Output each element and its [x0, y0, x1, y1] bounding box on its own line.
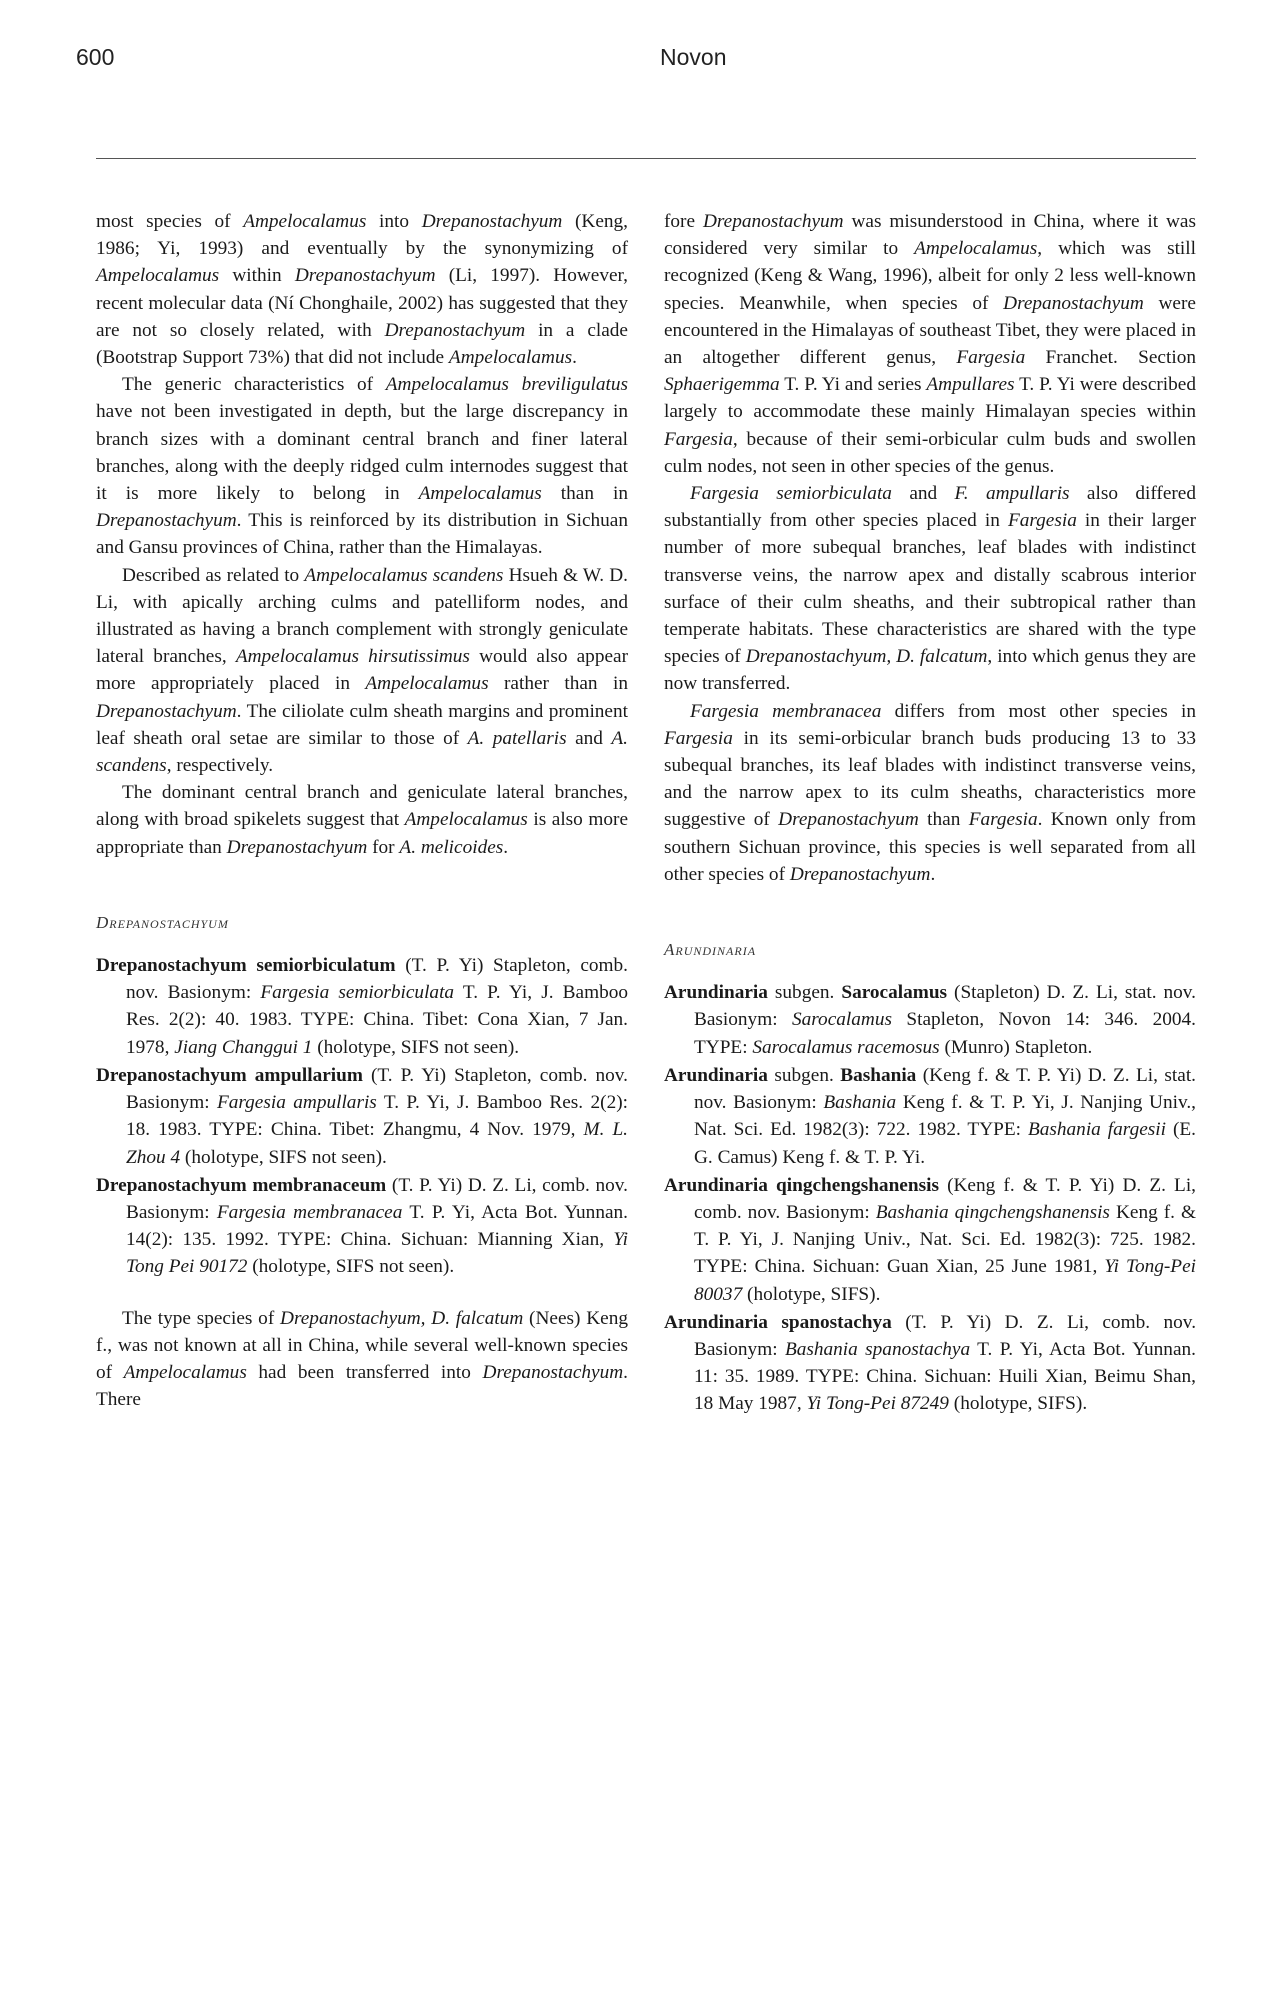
paragraph: fore Drepanostachyum was misunderstood in China, where it was considered very similar to Ampelocalamus, which was still recognized (Keng & Wang, 1996), albeit for only 2 less well-known species. Meanwhile, when species of Drepanostachyum were encountered in the Himalayas of southeast Tibet, they were placed in an altogether different genus, Fargesia Franchet. Section Sphaerigemma T. P. Yi and series Ampullares T. P. Yi were described largely to accommodate these mainly Himalayan species within Fargesia, because of their semi-orbicular culm buds and swollen culm nodes, not seen in other species of the genus.	[664, 211, 1196, 477]
paragraph: Fargesia membranacea differs from most other species in Fargesia in its semi-orbicular branch buds producing 13 to 33 subequal branches, its leaf blades with indistinct transverse veins, and the narrow apex to its culm sheaths, characteristics more suggestive of Drepanostachyum than Fargesia. Known only from southern Sichuan province, this species is well separated from all other species of Drepanostachyum.	[664, 700, 1196, 885]
italic-text: Drepanostachyum	[778, 809, 919, 831]
italic-text: A. scandens	[96, 727, 629, 777]
italic-text: Drepanostachyum	[96, 700, 237, 722]
italic-text: Ampelocalamus	[365, 673, 489, 695]
italic-text: Drepanostachyum	[384, 319, 526, 341]
running-head	[0, 40, 1268, 76]
italic-text: Ampelocalamus	[914, 238, 1038, 260]
taxon-entry: Drepanostachyum membranaceum (T. P. Yi) D. Z. Li, comb. nov. Basionym: Fargesia membranacea T. P. Yi, Acta Bot. Yunnan. 14(2): 135. 1992. TYPE: China. Sichuan: Mianning Xian, Yi Tong Pei 90172 (holotype, SIFS not seen).	[96, 1174, 628, 1278]
italic-text: Drepanostachyum	[96, 510, 237, 532]
italic-text: Ampelocalamus breviligulatus	[385, 374, 628, 396]
paragraph: Fargesia semiorbiculata and F. ampullaris also differed substantially from other species placed in Fargesia in their larger number of more subequal branches, leaf blades with indistinct transverse veins, the narrow apex and distally scabrous interior surface of their culm sheaths, and their subtropical rather than temperate habitats. These characteristics are shared with the type species of Drepanostachyum, D. falcatum, into which genus they are now transferred.	[664, 483, 1197, 695]
italic-text: M. L. Zhou 4	[126, 1119, 628, 1168]
left-column	[96, 208, 628, 1413]
italic-text: Fargesia	[968, 809, 1038, 831]
italic-text: Fargesia membranacea	[690, 700, 882, 722]
paragraph: The type species of Drepanostachyum, D. falcatum (Nees) Keng f., was not known at all in China, while several well-known species of Ampelocalamus had been transferred into Drepanostachyum. There	[96, 1307, 628, 1411]
page-number: 600	[76, 44, 115, 70]
italic-text: Fargesia	[664, 727, 733, 749]
italic-text: Sarocalamus	[791, 1009, 892, 1031]
taxon-name: Arundinaria	[664, 1064, 768, 1086]
italic-text: Fargesia semiorbiculata	[690, 483, 892, 505]
italic-text: Fargesia	[664, 428, 733, 450]
taxon-name: Arundinaria spanostachya	[664, 1311, 892, 1333]
italic-text: Ampelocalamus	[123, 1361, 247, 1383]
right-column	[664, 208, 1196, 1419]
italic-text: Drepanostachyum, D. falcatum	[280, 1307, 524, 1329]
section-heading: Arundinaria	[664, 940, 757, 960]
italic-text: Fargesia ampullaris	[216, 1092, 377, 1114]
italic-text: Ampelocalamus	[96, 265, 220, 287]
italic-text: Ampelocalamus	[404, 809, 528, 831]
taxon-name: Arundinaria qingchengshanensis	[664, 1174, 939, 1196]
italic-text: Drepanostachyum, D. falcatum	[745, 646, 988, 668]
section-heading: Drepanostachyum	[96, 912, 229, 932]
italic-text: Drepanostachyum	[421, 211, 563, 232]
taxon-entry: Arundinaria subgen. Bashania (Keng f. & T. P. Yi) D. Z. Li, stat. nov. Basionym: Bashania Keng f. & T. P. Yi, J. Nanjing Univ., Nat. Sci. Ed. 1982(3): 722. 1982. TYPE: Bashania fargesii (E. G. Camus) Keng f. & T. P. Yi.	[664, 1064, 1197, 1168]
italic-text: Drepanostachyum	[482, 1361, 624, 1383]
italic-text: Ampelocalamus hirsutissimus	[235, 646, 470, 668]
taxon-name: Bashania	[840, 1064, 917, 1086]
italic-text: Drepanostachyum	[294, 265, 436, 287]
italic-text: Drepanostachyum	[226, 836, 368, 858]
italic-text: Jiang Changgui 1	[174, 1036, 313, 1058]
paragraph: most species of Ampelocalamus into Drepanostachyum (Keng, 1986; Yi, 1993) and eventually by the synonymizing of Ampelocalamus within Drepanostachyum (Li, 1997). However, recent molecular data (Ní Chonghaile, 2002) has suggested that they are not so closely related, with Drepanostachyum in a clade (Bootstrap Support 73%) that did not include Ampelocalamus.	[96, 211, 629, 369]
italic-text: Bashania	[823, 1092, 897, 1114]
italic-text: Fargesia semiorbiculata	[260, 982, 455, 1004]
italic-text: A. melicoides	[399, 836, 504, 858]
taxon-name: Drepanostachyum semiorbiculatum	[96, 955, 396, 977]
italic-text: Ampelocalamus scandens	[304, 564, 504, 586]
italic-text: Sphaerigemma	[664, 374, 780, 396]
taxon-entry: Arundinaria qingchengshanensis (Keng f. & T. P. Yi) D. Z. Li, comb. nov. Basionym: Bashania qingchengshanensis Keng f. & T. P. Yi, J. Nanjing Univ., Nat. Sci. Ed. 1982(3): 725. 1982. TYPE: China. Sichuan: Guan Xian, 25 June 1981, Yi Tong-Pei 80037 (holotype, SIFS).	[664, 1174, 1197, 1305]
taxon-entry: Drepanostachyum semiorbiculatum (T. P. Yi) Stapleton, comb. nov. Basionym: Fargesia semiorbiculata T. P. Yi, J. Bamboo Res. 2(2): 40. 1983. TYPE: China. Tibet: Cona Xian, 7 Jan. 1978, Jiang Changgui 1 (holotype, SIFS not seen).	[96, 955, 629, 1058]
taxon-name: Sarocalamus	[841, 982, 948, 1004]
italic-text: Yi Tong-Pei 87249	[806, 1393, 949, 1415]
italic-text: Drepanostachyum	[789, 863, 931, 885]
italic-text: Ampelocalamus	[448, 347, 573, 369]
header-rule	[96, 158, 1196, 159]
italic-text: Bashania fargesii	[1027, 1119, 1166, 1141]
paragraph: The generic characteristics of Ampelocalamus breviligulatus have not been investigated in depth, but the large discrepancy in branch sizes with a dominant central branch and finer lateral branches, along with the deeply ridged culm internodes suggest that it is more likely to belong in Ampelocalamus than in Drepanostachyum. This is reinforced by its distribution in Sichuan and Gansu provinces of China, rather than the Himalayas.	[96, 374, 628, 559]
taxon-entry: Arundinaria spanostachya (T. P. Yi) D. Z. Li, comb. nov. Basionym: Bashania spanostachya T. P. Yi, Acta Bot. Yunnan. 11: 35. 1989. TYPE: China. Sichuan: Huili Xian, Beimu Shan, 18 May 1987, Yi Tong-Pei 87249 (holotype, SIFS).	[664, 1311, 1197, 1415]
italic-text: Ampullares	[926, 374, 1015, 396]
italic-text: Fargesia membranacea	[216, 1201, 403, 1223]
italic-text: Fargesia	[1007, 510, 1077, 532]
italic-text: Yi Tong Pei 90172	[126, 1229, 628, 1278]
taxon-entry: Drepanostachyum ampullarium (T. P. Yi) Stapleton, comb. nov. Basionym: Fargesia ampullaris T. P. Yi, J. Bamboo Res. 2(2): 18. 1983. TYPE: China. Tibet: Zhangmu, 4 Nov. 1979, M. L. Zhou 4 (holotype, SIFS not seen).	[96, 1064, 628, 1168]
italic-text: Fargesia	[956, 347, 1026, 369]
italic-text: Drepanostachyum	[702, 211, 844, 232]
italic-text: Bashania qingchengshanensis	[875, 1201, 1110, 1223]
taxon-name: Drepanostachyum ampullarium	[96, 1064, 363, 1086]
journal-name: Novon	[660, 44, 727, 70]
taxon-name: Arundinaria	[664, 982, 768, 1004]
italic-text: Ampelocalamus	[418, 483, 542, 505]
paragraph: The dominant central branch and geniculate lateral branches, along with broad spikelets suggest that Ampelocalamus is also more appropriate than Drepanostachyum for A. melicoides.	[96, 782, 628, 858]
italic-text: Sarocalamus racemosus	[752, 1036, 940, 1058]
italic-text: Drepanostachyum	[1003, 292, 1144, 314]
taxon-entry: Arundinaria subgen. Sarocalamus (Stapleton) D. Z. Li, stat. nov. Basionym: Sarocalamus Stapleton, Novon 14: 346. 2004. TYPE: Sarocalamus racemosus (Munro) Stapleton.	[664, 982, 1196, 1058]
italic-text: Bashania spanostachya	[784, 1338, 971, 1360]
italic-text: A. patellaris	[467, 727, 567, 749]
italic-text: F. ampullaris	[954, 483, 1070, 505]
taxon-name: Drepanostachyum membranaceum	[96, 1174, 387, 1196]
paragraph: Described as related to Ampelocalamus scandens Hsueh & W. D. Li, with apically arching culms and patelliform nodes, and illustrated as having a branch complement with strongly geniculate lateral branches, Ampelocalamus hirsutissimus would also appear more appropriately placed in Ampelocalamus rather than in Drepanostachyum. The ciliolate culm sheath margins and prominent leaf sheath oral setae are similar to those of A. patellaris and A. scandens, respectively.	[96, 564, 629, 777]
italic-text: Yi Tong-Pei 80037	[694, 1256, 1196, 1305]
italic-text: Ampelocalamus	[243, 211, 367, 232]
